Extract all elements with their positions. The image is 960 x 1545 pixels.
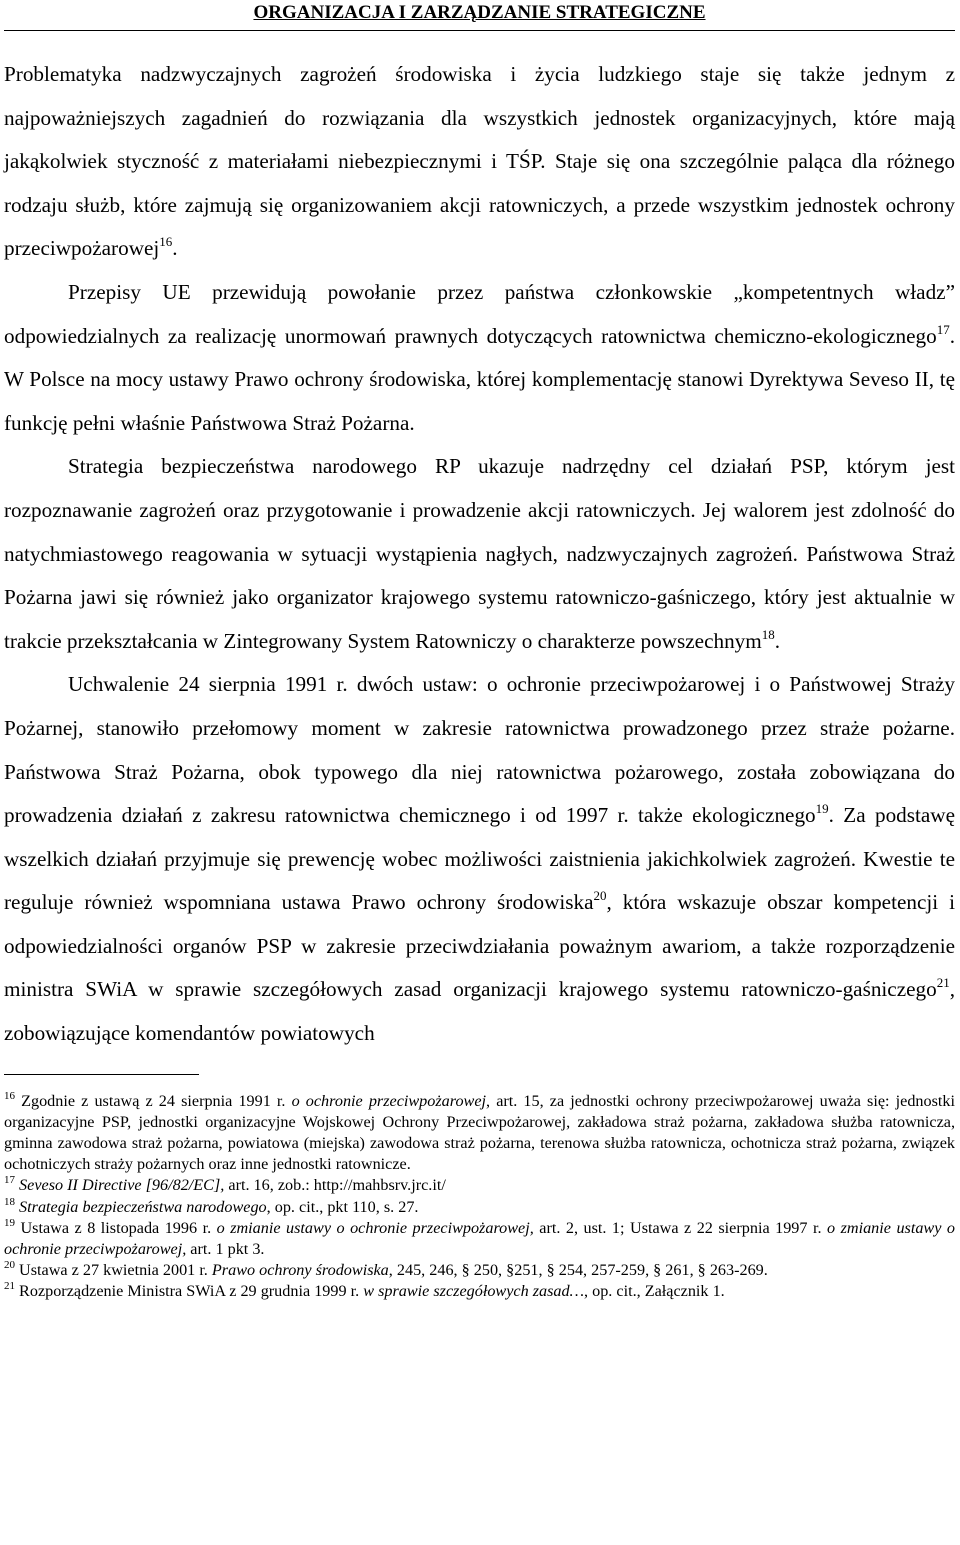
header-divider <box>4 30 955 31</box>
footnote-16 <box>4 1091 955 1176</box>
footnote-text: Ustawa z 27 kwietnia 2001 r. <box>15 1261 212 1280</box>
footnote-text: Ustawa z 8 listopada 1996 r. <box>15 1218 217 1237</box>
paragraph-1 <box>4 53 955 271</box>
footnote-21 <box>4 1281 955 1302</box>
footnote-text: , art. 15, za jednostki ochrony przeciwpożarowej uważa się: jednostki organizacyjne PSP, jednostki organizacyjne Wojskowej Ochrony Przeciwpożarowej, zakładowa straż pożarna, zakładowa służba ratownicza, gminna zawodowa straż pożarna, powiatowa (miejska) zawodowa straż pożarna, terenowa służba ratownicza, ochotnicza straż pożarna, związek ochotniczych straży pożarnych oraz inne jednostki ratownicze. <box>4 1091 955 1174</box>
footnote-ref-18[interactable]: 18 <box>761 626 775 642</box>
footnote-text: art. 16, zob.: http://mahbsrv.jrc.it/ <box>224 1176 446 1195</box>
footnote-ref-16[interactable]: 16 <box>159 234 173 250</box>
footnote-number: 20 <box>4 1259 15 1272</box>
footnote-20 <box>4 1260 955 1281</box>
paragraph-text: Problematyka nadzwyczajnych zagrożeń środowiska i życia ludzkiego staje się także jednym z najpoważniejszych zagadnień do rozwiązania dla wszystkich jednostek organizacyjnych, które mają jakąkolwiek styczność z materiałami niebezpiecznymi i TŚP. Staje się ona szczególnie paląca dla różnego rodzaju służb, które zajmują się organizowaniem akcji ratowniczych, a przede wszystkim jednostek ochrony przeciwpożarowej <box>4 62 955 261</box>
running-header: ORGANIZACJA I ZARZĄDZANIE STRATEGICZNE <box>253 2 706 23</box>
paragraph-4 <box>4 663 955 1055</box>
paragraph-text: Uchwalenie 24 sierpnia 1991 r. dwóch ustaw: o ochronie przeciwpożarowej i o Państwowej Straży Pożarnej, stanowiło przełomowy moment w zakresie ratownictwa prowadzonego przez straże pożarne. Państwowa Straż Pożarna, obok typowego dla niej ratownictwa pożarowego, została zobowiązana do prowadzenia działań z zakresu ratownictwa chemicznego i od 1997 r. także ekologicznego <box>4 672 955 828</box>
footnote-number: 21 <box>4 1280 15 1293</box>
footnote-text: art. 1 pkt 3. <box>186 1240 265 1259</box>
footnote-title: Strategia bezpieczeństwa narodowego <box>19 1197 267 1216</box>
footnote-text: Rozporządzenie Ministra SWiA z 29 grudnia 1999 r. <box>15 1282 364 1301</box>
footnote-text: , op. cit., pkt 110, s. 27. <box>266 1197 419 1216</box>
footnote-text: , 245, 246, § 250, §251, § 254, 257-259, § 261, § 263-269. <box>388 1261 768 1280</box>
footnote-number: 19 <box>4 1216 15 1229</box>
footnote-title: Seveso II Directive [96/82/EC], <box>19 1176 225 1195</box>
paragraph-text: . Za podstawę wszelkich działań przyjmuje się prewencję wobec możliwości zaistnienia jakichkolwiek zagrożeń. Kwestie te reguluje również wspomniana ustawa Prawo ochrony środowiska <box>4 803 955 915</box>
footnote-17 <box>4 1175 955 1196</box>
footnote-title: w sprawie szczegółowych zasad… <box>363 1282 585 1301</box>
footnote-number: 16 <box>4 1089 15 1102</box>
footnote-text: art. 2, ust. 1; Ustawa z 22 sierpnia 1997 r. <box>533 1218 828 1237</box>
footnote-title: o zmianie ustawy o ochronie przeciwpożarowej, <box>216 1218 534 1237</box>
footnote-text: Zgodnie z ustawą z 24 sierpnia 1991 r. <box>15 1091 292 1110</box>
footnote-title: o ochronie przeciwpożarowej <box>291 1091 487 1110</box>
paragraph-text: . <box>774 628 781 653</box>
paragraph-3 <box>4 445 955 663</box>
footnote-19 <box>4 1218 955 1260</box>
footnote-text: , op. cit., Załącznik 1. <box>584 1282 725 1301</box>
paragraph-text: , zobowiązujące komendantów powiatowych <box>4 977 955 1046</box>
paragraph-text: . <box>172 236 178 261</box>
footnote-ref-21[interactable]: 21 <box>936 975 950 991</box>
footnote-ref-20[interactable]: 20 <box>593 888 607 904</box>
paragraph-text: Strategia bezpieczeństwa narodowego RP ukazuje nadrzędny cel działań PSP, którym jest rozpoznawanie zagrożeń oraz przygotowanie i prowadzenie akcji ratowniczych. Jej walorem jest zdolność do natychmiastowego reagowania w sytuacji wystąpienia nagłych, nadzwyczajnych zagrożeń. Państwowa Straż Pożarna jawi się również jako organizator krajowego systemu ratowniczo-gaśniczego, który jest aktualnie w trakcie przekształcania w Zintegrowany System Ratowniczy o charakterze powszechnym <box>4 454 955 653</box>
footnote-title: Prawo ochrony środowiska <box>211 1261 389 1280</box>
footnote-ref-17[interactable]: 17 <box>936 321 950 337</box>
main-text <box>4 53 955 1056</box>
footnote-18 <box>4 1197 955 1218</box>
footnote-number: 18 <box>4 1195 15 1208</box>
paragraph-text: , która wskazuje obszar kompetencji i odpowiedzialności organów PSP w zakresie przeciwdziałania poważnym awariom, a także rozporządzenie ministra SWiA w sprawie szczegółowych zasad organizacji krajowego systemu ratowniczo-gaśniczego <box>4 890 955 1002</box>
paragraph-text: Przepisy UE przewidują powołanie przez państwa członkowskie „kompetentnych władz” odpowiedzialnych za realizację unormowań prawnych dotyczących ratownictwa chemiczno-ekologicznego <box>4 279 955 348</box>
footnote-divider <box>4 1074 199 1075</box>
document-page <box>4 0 955 1303</box>
paragraph-2 <box>4 271 955 445</box>
footnotes <box>4 1091 955 1303</box>
footnote-title: o zmianie ustawy o ochronie przeciwpożarowej, <box>4 1218 955 1259</box>
paragraph-text: . W Polsce na mocy ustawy Prawo ochrony środowiska, której komplementację stanowi Dyrektywa Seveso II, tę funkcję pełni właśnie Państwowa Straż Pożarna. <box>4 323 955 435</box>
footnote-ref-19[interactable]: 19 <box>815 801 829 817</box>
footnote-number: 17 <box>4 1174 15 1187</box>
